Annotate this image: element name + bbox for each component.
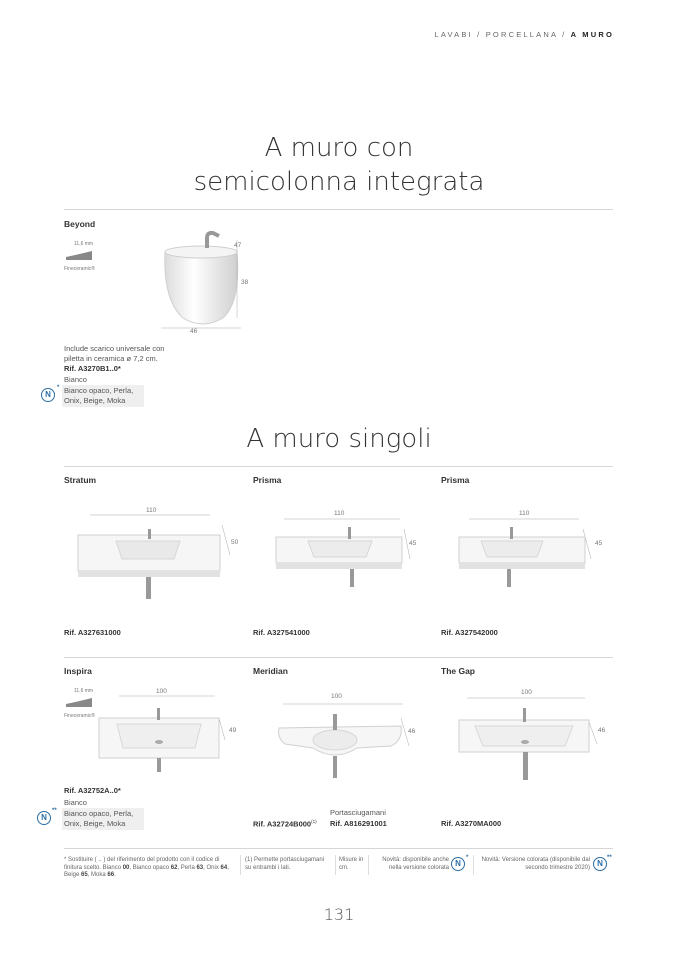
footnote-measures: Misure in cm.	[339, 857, 364, 871]
section-title-line: semicolonna integrata	[193, 167, 485, 197]
prisma-basin-image	[455, 515, 605, 590]
material-label: Fineceramic®	[64, 266, 95, 272]
footnote-text: .	[114, 872, 116, 878]
thickness-profile-icon	[64, 694, 96, 708]
footnote-separator	[473, 855, 474, 875]
dimension-height: 38	[241, 279, 249, 286]
finish-code: 00	[122, 864, 130, 871]
product-reference: Rif. A327631000	[64, 628, 121, 637]
thickness-indicator	[64, 241, 96, 272]
product-title-the-gap: The Gap	[441, 666, 476, 676]
dimension-width: 100	[331, 693, 342, 700]
reference-code: Rif. A32724B000	[253, 819, 312, 829]
product-color: Bianco	[64, 798, 87, 807]
finish-code: 65	[81, 872, 88, 878]
footnote-separator	[368, 855, 369, 875]
accessory-reference: Rif. A816291001	[330, 819, 387, 828]
badge-superscript: **	[607, 855, 612, 861]
product-reference: Rif. A3270MA000	[441, 819, 502, 828]
finish-code: 66	[107, 872, 115, 878]
divider	[64, 848, 613, 849]
dimension-width: 110	[334, 510, 345, 517]
breadcrumb-separator: /	[477, 30, 482, 39]
product-description: Include scarico universale con piletta in ceramica ø 7,2 cm.	[64, 344, 165, 363]
accessory-label: Portasciugamani	[330, 808, 386, 817]
prisma-basin-image	[270, 515, 420, 590]
badge-superscript: *	[57, 385, 60, 391]
new-badge-icon: N	[593, 857, 607, 871]
finish-code: 62	[170, 864, 178, 871]
footnote-new-colored-q2: Novità: Versione colorata (disponibile dal secondo trimestre 2020)	[481, 857, 590, 871]
breadcrumb-separator: /	[562, 30, 567, 39]
dimension-width: 110	[146, 507, 157, 514]
product-title-stratum: Stratum	[64, 475, 97, 485]
dimension-depth: 47	[234, 242, 242, 249]
breadcrumb-item: PORCELLANA	[485, 30, 558, 39]
footnote-new-colored: Novità: disponibile anche nella versione colorata	[382, 857, 449, 871]
breadcrumb-item: LAVABI	[434, 30, 473, 39]
product-title-meridian: Meridian	[253, 666, 288, 676]
footnote-text: , Bianco opaco	[129, 864, 171, 871]
product-color: Bianco	[64, 375, 87, 384]
footnote-text: , Perla	[177, 864, 197, 871]
product-colors-new: Bianco opaco, Perla, Onix, Beige, Moka	[62, 385, 144, 407]
finish-code: 64	[220, 864, 228, 871]
footnote-towel-rail: (1) Permette portasciugamani su entrambi i lati.	[245, 857, 325, 871]
the-gap-basin-image	[455, 690, 610, 785]
product-reference: Rif. A327542000	[441, 628, 498, 637]
dimension-depth: 45	[409, 540, 417, 547]
breadcrumb	[434, 30, 614, 39]
product-title-inspira: Inspira	[64, 666, 92, 676]
footnote-text: , Onix	[203, 864, 221, 871]
product-colors-new: Bianco opaco, Perla, Onix, Beige, Moka	[62, 808, 144, 830]
section-title-2: A muro singoli	[246, 424, 432, 454]
footnote-separator	[240, 855, 241, 875]
product-title-prisma: Prisma	[253, 475, 282, 485]
dimension-width: 46	[190, 328, 198, 335]
reference-footnote-mark: (1)	[311, 819, 317, 824]
dimension-width: 110	[519, 510, 530, 517]
thickness-label: 11,6 mm	[74, 241, 94, 247]
dimension-depth: 45	[595, 540, 603, 547]
product-reference: Rif. A3270B1..0*	[64, 364, 121, 373]
product-title-beyond: Beyond	[64, 219, 96, 229]
divider	[64, 209, 613, 210]
new-badge-icon: N	[451, 857, 465, 871]
page-number: 131	[323, 905, 355, 924]
meridian-basin-image	[275, 692, 425, 782]
stratum-basin-image	[70, 505, 240, 600]
product-reference: Rif. A327541000	[253, 628, 310, 637]
breadcrumb-current: A MURO	[570, 30, 614, 39]
new-badge-icon: N	[37, 811, 51, 825]
inspira-basin-image	[95, 690, 240, 775]
footnote-finish-codes	[64, 857, 236, 880]
dimension-width: 100	[156, 688, 167, 695]
section-title-line: A muro con	[264, 133, 414, 163]
dimension-depth: 50	[231, 539, 239, 546]
product-reference	[253, 819, 317, 829]
footnote-text: , Beige	[64, 864, 229, 878]
product-title-prisma: Prisma	[441, 475, 470, 485]
footnote-separator	[335, 855, 336, 875]
thickness-indicator	[64, 688, 96, 719]
dimension-depth: 46	[598, 727, 606, 734]
finish-code: 63	[196, 864, 204, 871]
dimension-depth: 46	[408, 728, 416, 735]
thickness-label: 11,6 mm	[74, 688, 94, 694]
divider	[64, 657, 613, 658]
product-reference: Rif. A32752A..0*	[64, 786, 121, 795]
dimension-depth: 49	[229, 727, 237, 734]
badge-superscript: **	[52, 808, 57, 814]
badge-superscript: *	[466, 855, 469, 861]
material-label: Fineceramic®	[64, 713, 95, 719]
new-badge-icon: N	[41, 388, 55, 402]
footnote-text: , Moka	[87, 872, 108, 878]
section-title-1	[0, 131, 678, 199]
divider	[64, 466, 613, 467]
thickness-profile-icon	[64, 247, 96, 261]
footnote-text: * Sostituire ( .. ) del riferimento del prodotto con il codice di finitura scelto. Bianco	[64, 857, 220, 871]
dimension-width: 100	[521, 689, 532, 696]
